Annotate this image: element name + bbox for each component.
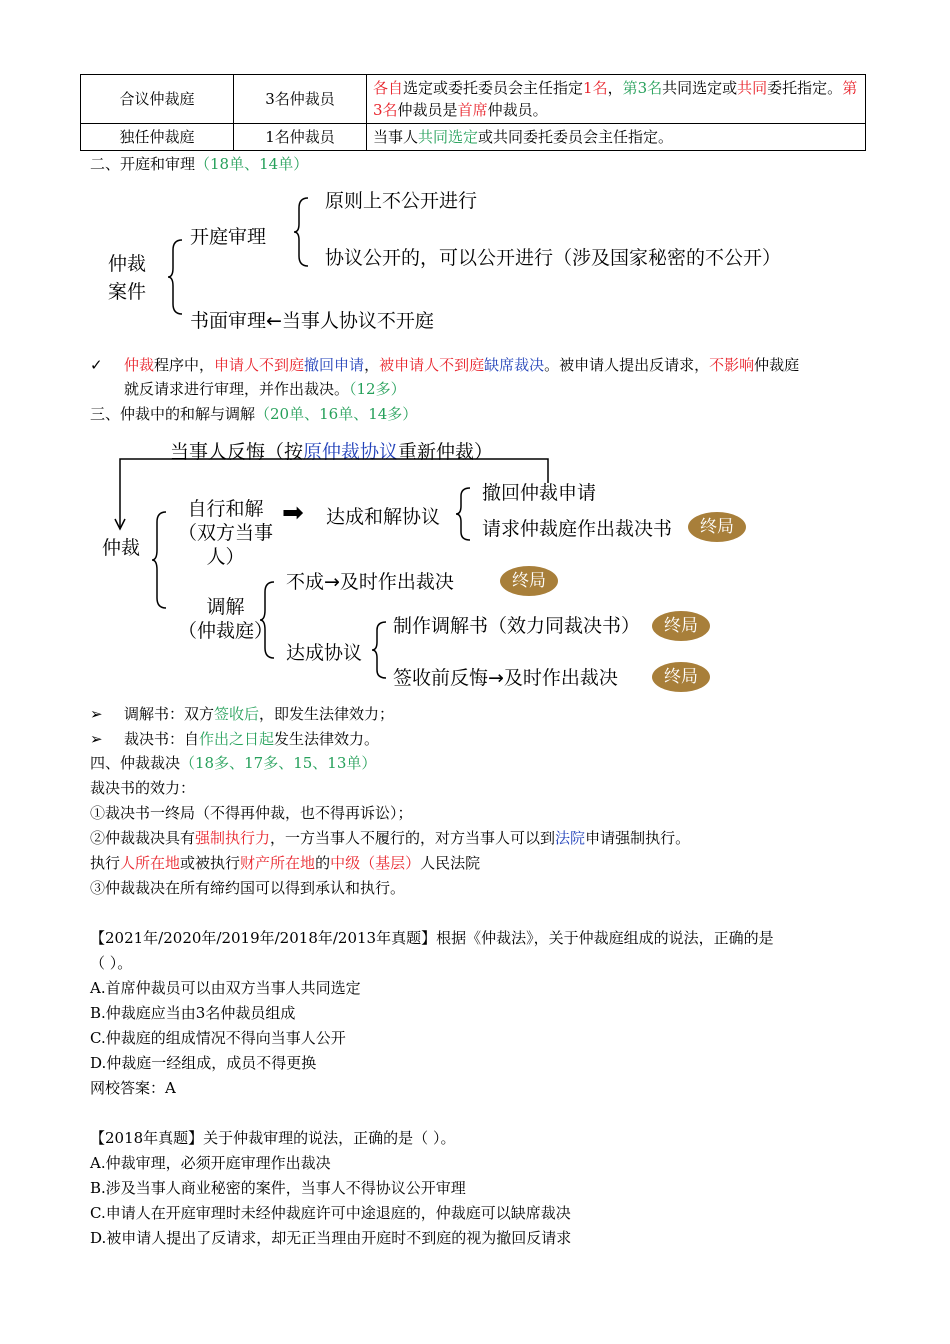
final-badge: 终局: [652, 662, 710, 692]
award-effect: 裁决书：自作出之日起发生法律效力。: [124, 730, 380, 748]
diagram2-mediation-fail: 不成→及时作出裁决: [286, 571, 454, 593]
diagram2-mediation: 调解 （仲裁庭）: [178, 596, 274, 642]
question-1-option-b: B.仲裁庭应当由3名仲裁员组成: [90, 1004, 296, 1022]
formation-description: 各自选定或委托委员会主任指定1名，第3名共同选定或共同委托指定。第3名仲裁员是首席仲裁员。: [367, 75, 866, 124]
tribunal-type: 独任仲裁庭: [81, 124, 234, 151]
question-1-option-d: D.仲裁庭一经组成，成员不得更换: [90, 1054, 317, 1072]
arbitration-tribunal-table: [80, 74, 866, 151]
bullet-arrow-icon: ➢: [90, 705, 103, 723]
check-mark-icon: ✓: [90, 356, 103, 374]
diagram2-regret-path: 当事人反悔（按原仲裁协议重新仲裁）: [170, 441, 494, 463]
final-badge: 终局: [652, 611, 710, 641]
section-3-heading: 三、仲裁中的和解与调解（20单、16单、14多）: [90, 405, 418, 423]
diagram2-root: 仲裁: [102, 537, 141, 559]
table-row: [81, 75, 866, 124]
diagram1-root: 仲裁 案件: [108, 253, 147, 303]
effect-2: ②仲裁裁决具有强制执行力，一方当事人不履行的，对方当事人可以到法院申请强制执行。: [90, 829, 691, 847]
right-arrow-icon: ➡: [282, 498, 304, 528]
question-1-blank: （ ）。: [90, 954, 133, 972]
question-2-option-b: B.涉及当事人商业秘密的案件，当事人不得协议公开审理: [90, 1179, 466, 1197]
question-1-answer: 网校答案：A: [90, 1079, 176, 1097]
brace-icon: [168, 238, 188, 316]
hearing-rule-line1: 仲裁程序中，申请人不到庭撤回申请，被申请人不到庭缺席裁决。被申请人提出反请求，不影响仲裁庭: [124, 356, 800, 374]
effects-heading: 裁决书的效力：: [90, 779, 196, 797]
final-badge: 终局: [500, 566, 558, 596]
diagram2-request-award: 请求仲裁庭作出裁决书: [482, 518, 673, 540]
diagram1-leaf-private: 原则上不公开进行: [325, 190, 478, 212]
question-2-option-c: C.申请人在开庭审理时未经仲裁庭许可中途退庭的，仲裁庭可以缺席裁决: [90, 1204, 571, 1222]
mediation-effect: 调解书：双方签收后，即发生法律效力；: [124, 705, 395, 723]
diagram2-self-settlement: 自行和解 （双方当事 人）: [178, 498, 274, 568]
arbitrator-count: 1名仲裁员: [234, 124, 367, 151]
table-row: [81, 124, 866, 151]
formation-description: 当事人共同选定或共同委托委员会主任指定。: [367, 124, 866, 151]
bullet-arrow-icon: ➢: [90, 730, 103, 748]
brace-icon: [294, 196, 314, 268]
effect-3: ③仲裁裁决在所有缔约国可以得到承认和执行。: [90, 879, 406, 897]
diagram2-reach-agreement: 达成协议: [286, 642, 363, 664]
section-2-heading: 二、开庭和审理（18单、14单）: [90, 155, 309, 173]
question-1-option-a: A.首席仲裁员可以由双方当事人共同选定: [90, 979, 361, 997]
brace-icon: [372, 620, 392, 680]
final-badge: 终局: [688, 512, 746, 542]
diagram1-branch-hearing: 开庭审理: [190, 226, 267, 248]
question-1-stem: 【2021年/2020年/2019年/2018年/2013年真题】根据《仲裁法》，关于仲裁庭组成的说法，正确的是: [90, 929, 774, 947]
arbitrator-count: 3名仲裁员: [234, 75, 367, 124]
section-4-heading: 四、仲裁裁决（18多、17多、15、13单）: [90, 754, 377, 772]
diagram2-regret-before-signing: 签收前反悔→及时作出裁决: [393, 667, 618, 689]
tribunal-type: 合议仲裁庭: [81, 75, 234, 124]
brace-icon: [152, 510, 172, 610]
enforcement-court: 执行人所在地或被执行财产所在地的中级（基层）人民法院: [90, 854, 481, 872]
diagram1-branch-written: 书面审理←当事人协议不开庭: [190, 310, 434, 332]
brace-icon: [260, 580, 280, 660]
diagram1-leaf-public: 协议公开的，可以公开进行（涉及国家秘密的不公开）: [325, 247, 782, 269]
diagram2-mediation-document: 制作调解书（效力同裁决书）: [393, 615, 641, 637]
diagram2-settlement-agreement: 达成和解协议: [326, 506, 441, 528]
question-2-stem: 【2018年真题】关于仲裁审理的说法，正确的是（ ）。: [90, 1129, 456, 1147]
question-2-option-a: A.仲裁审理，必须开庭审理作出裁决: [90, 1154, 331, 1172]
hearing-rule-line2: 就反请求进行审理，并作出裁决。（12多）: [124, 380, 406, 398]
brace-icon: [456, 486, 476, 542]
effect-1: ①裁决书一终局（不得再仲裁，也不得再诉讼）；: [90, 804, 413, 822]
question-1-option-c: C.仲裁庭的组成情况不得向当事人公开: [90, 1029, 346, 1047]
question-2-option-d: D.被申请人提出了反请求，却无正当理由开庭时不到庭的视为撤回反请求: [90, 1229, 572, 1247]
diagram2-withdraw: 撤回仲裁申请: [482, 482, 597, 504]
